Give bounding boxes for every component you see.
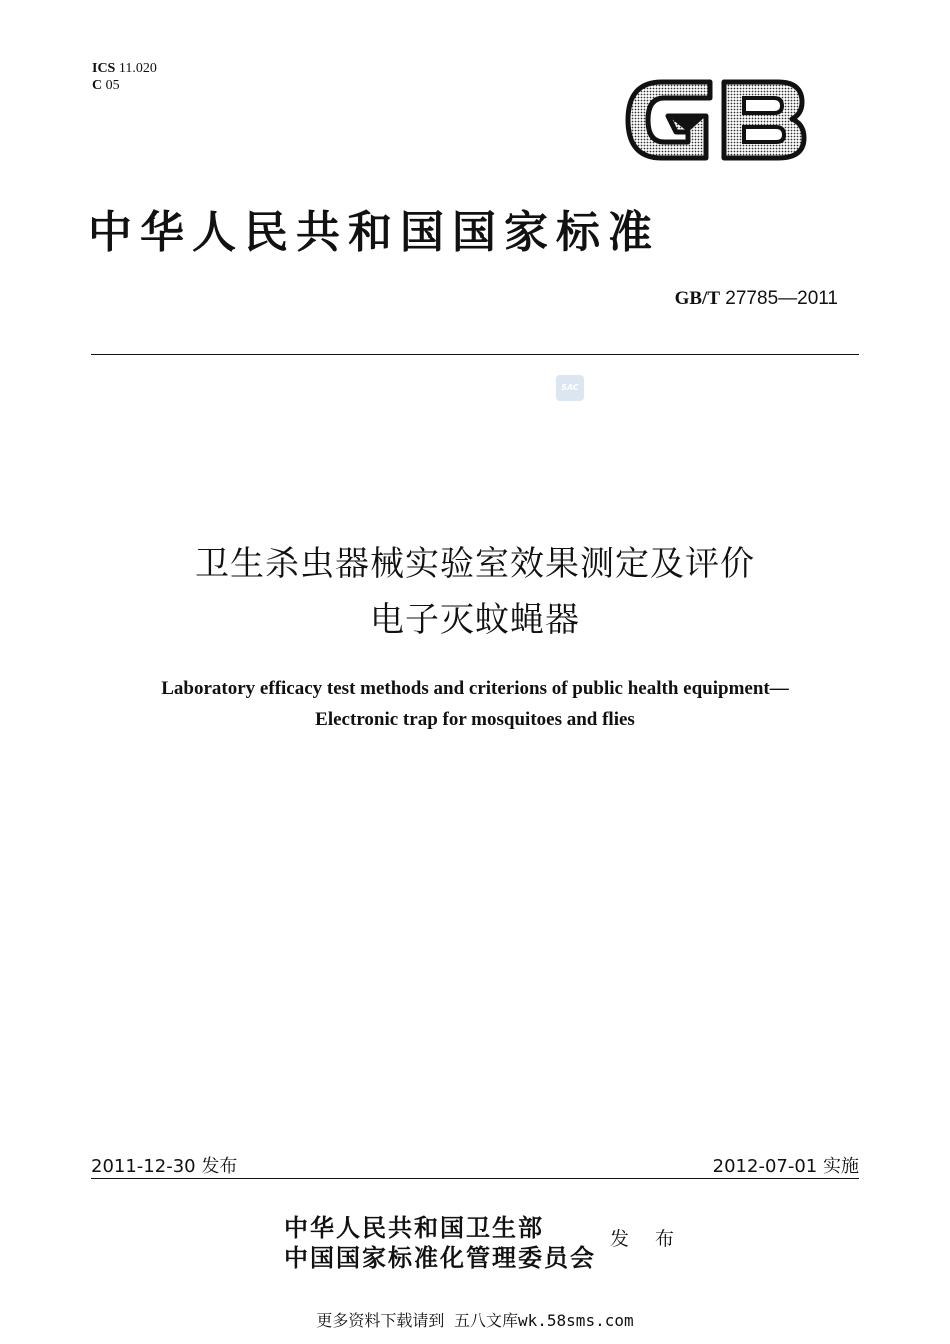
gb-logo-icon: [622, 72, 808, 168]
title-cn-line2: 电子灭蚊蝇器: [370, 600, 580, 640]
ccs-code: 05: [105, 78, 120, 93]
title-en-line1: Laboratory efficacy test methods and criterions of public health equipment—: [161, 678, 789, 699]
implement-date: 2012-07-01 实施: [712, 1156, 859, 1177]
ics-line: [92, 60, 157, 77]
sac-icon: SAC: [556, 375, 584, 401]
issue-date: 2011-12-30 发布: [91, 1156, 238, 1177]
issuer-line1: 中华人民共和国卫生部: [284, 1213, 544, 1242]
national-standard-title: 中华人民共和国国家标准: [88, 207, 660, 258]
ccs-label: C: [92, 78, 103, 93]
standard-number-prefix: GB/T: [674, 288, 721, 309]
title-en-line2: Electronic trap for mosquitoes and flies: [315, 709, 635, 730]
publish-label: 发 布: [610, 1228, 685, 1250]
footer-divider: [91, 1178, 859, 1179]
standard-number: [675, 288, 838, 310]
ics-label: ICS: [92, 61, 116, 76]
classification-codes: [92, 60, 157, 94]
title-cn-line1: 卫生杀虫器械实验室效果测定及评价: [195, 544, 755, 584]
download-footer: 更多资料下载请到 五八文库wk.58sms.com: [316, 1311, 634, 1330]
header-divider: [91, 354, 859, 355]
ics-code: 11.020: [118, 61, 157, 76]
issuer-line2: 中国国家标准化管理委员会: [284, 1243, 596, 1272]
ccs-line: [92, 77, 157, 94]
standard-number-value: 27785—2011: [725, 288, 838, 309]
